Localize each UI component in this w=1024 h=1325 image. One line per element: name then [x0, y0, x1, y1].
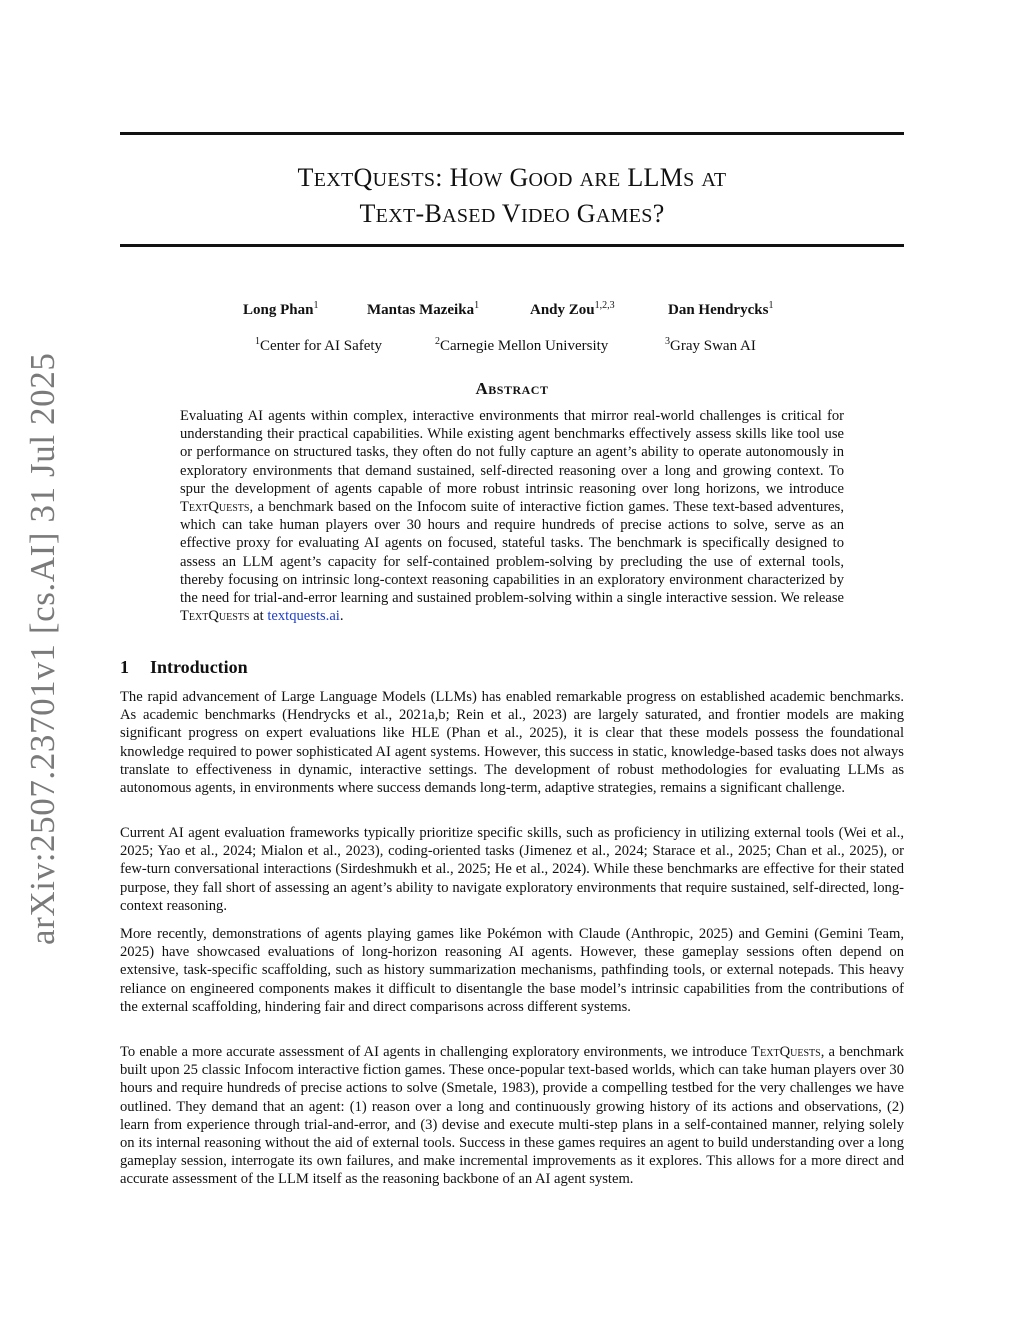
abstract-text: Evaluating AI agents within complex, interactive environments that mirror real-world challenges is critical for understanding their practical capabilities. While existing agent benchmarks effectively assess skills like tool use or performance on structured tasks, they often do not fully capture an agent’s ability to operate autonomously in exploratory environments that demand sustained, self-directed reasoning over a long and growing context. To spur the development of agents capable of more robust intrinsic reasoning over long horizons, we introduce TextQuests, a benchmark based on the Infocom suite of interactive fiction games. These text-based adventures, which can take human players over 30 hours and require hundreds of precise actions to solve, serve as an effective proxy for evaluating AI agents on focused, stateful tasks. The benchmark is specifically designed to assess an LLM agent’s capacity for self-contained problem-solving by precluding the use of external tools, thereby focusing on intrinsic long-context reasoning capabilities in an exploratory environment characterized by the need for trial-and-error learning and sustained problem-solving within a single interactive session. We release TextQuests at textquests.ai. [180, 408, 844, 625]
benchmark-name: TextQuests [180, 608, 250, 625]
intro-paragraph-4: To enable a more accurate assessment of AI agents in challenging exploratory environments, we introduce TextQuests, a benchmark built upon 25 classic Infocom interactive fiction games. These once-popular text-based worlds, which can take human players over 30 hours and require hundreds of precise actions to solve (Smetale, 1983), provide a compelling testbed for the very challenges we have outlined. They demand that an agent: (1) reason over a long and continuously growing history of its actions and observations, (2) learn from experience through trial-and-error, and (3) devise and execute multi-step plans in a self-contained manner, relying solely on its internal reasoning without the aid of external tools. Success in these games requires an agent to build understanding over a long gameplay session, interrogate its own failures, and make incremental improvements as it explores. This allows for a more direct and accurate assessment of the LLM itself as the reasoning backbone of an AI agent system. [120, 1044, 904, 1188]
intro-paragraph-2: Current AI agent evaluation frameworks typically prioritize specific skills, such as proficiency in utilizing external tools (Wei et al., 2025; Yao et al., 2024; Mialon et al., 2023), coding-oriented tasks (Jimenez et al., 2024; Starace et al., 2025; Chan et al., 2025), or few-turn conversational interactions (Sirdeshmukh et al., 2025; He et al., 2024). While these benchmarks are effective for their stated purpose, they fall short of assessing an agent’s ability to navigate exploratory environments that require sustained, self-directed, long-context reasoning. [120, 825, 904, 914]
section-number: 1 [120, 657, 129, 677]
author-dan-hendrycks: Dan Hendrycks$^1$ [668, 300, 774, 318]
title-line-1: TEXTQUESTS: HOW GOOD ARE LLMS AT [297, 163, 727, 192]
affiliation-gray-swan: $^3$Gray Swan AI [665, 336, 756, 354]
author-andy-zou: Andy Zou$^{1,2,3}$ [530, 300, 615, 318]
section-heading-introduction [120, 657, 904, 678]
intro-paragraph-1: The rapid advancement of Large Language Models (LLMs) has enabled remarkable progress on established academic benchmarks. As academic benchmarks (Hendrycks et al., 2021a,b; Rein et al., 2023) are largely saturated, and frontier models are making significant progress on expert evaluations like HLE (Phan et al., 2025), it is clear that these models possess the foundational knowledge required to power sophisticated AI agent systems. However, this success in static, knowledge-based tasks does not always translate to effectiveness in dynamic, interactive settings. The development of robust methodologies for evaluating LLMs as autonomous agents, in environments where success demands long-term, adaptive strategies, remains a significant challenge. [120, 689, 904, 797]
title-top-rule [120, 132, 904, 135]
title-bottom-rule [120, 244, 904, 247]
title-line-2: TEXT-BASED VIDEO GAMES? [359, 199, 665, 228]
section-title: Introduction [150, 657, 248, 677]
abstract-heading: Abstract [475, 379, 549, 398]
benchmark-name: TextQuests [751, 1044, 821, 1060]
intro-paragraph-3: More recently, demonstrations of agents playing games like Pokémon with Claude (Anthropic, 2025) and Gemini (Gemini Team, 2025) have showcased evaluations of long-horizon reasoning AI agents. However, these gameplay sessions often depend on extensive, task-specific scaffolding, such as history summarization mechanisms, pathfinding tools, or external notepads. This heavy reliance on engineered components makes it difficult to disentangle the base model’s intrinsic capabilities from the contributions of the external scaffolding, hindering fair and direct comparisons across different systems. [120, 926, 904, 1015]
author-list [120, 300, 904, 324]
affiliation-cais: $^1$Center for AI Safety [255, 336, 383, 354]
paper-title [120, 161, 904, 233]
author-mantas-mazeika: Mantas Mazeika$^1$ [367, 300, 480, 318]
arxiv-identifier: arXiv:2507.23701v1 [cs.AI] 31 Jul 2025 [23, 352, 62, 945]
affiliation-list [120, 336, 904, 360]
textquests-link[interactable]: textquests.ai [267, 608, 340, 625]
author-long-phan: Long Phan$^1$ [243, 300, 319, 318]
affiliation-cmu: $^2$Carnegie Mellon University [435, 336, 609, 354]
benchmark-name: TextQuests [180, 499, 250, 516]
